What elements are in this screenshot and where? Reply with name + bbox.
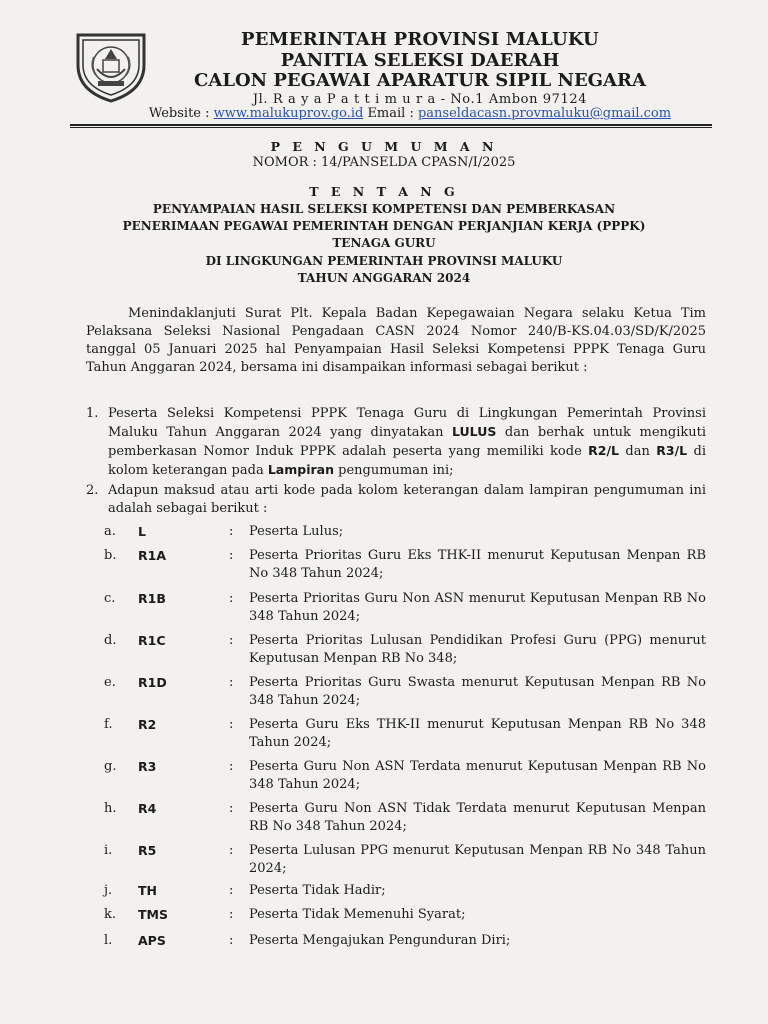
code-item-code: R1C xyxy=(138,633,166,648)
item1-code-r3l: R3/L xyxy=(656,443,688,458)
code-item-colon: : xyxy=(229,675,234,690)
code-item-colon: : xyxy=(229,591,234,606)
code-item-description: Peserta Prioritas Guru Eks THK-II menurut Keputusan Menpan RB No 348 Tahun 2024; xyxy=(249,548,706,581)
website-label: Website : xyxy=(148,106,214,121)
code-item-code: R1A xyxy=(138,548,166,563)
title-line-4: DI LINGKUNGAN PEMERINTAH PROVINSI MALUKU xyxy=(205,254,563,268)
code-item-letter: k. xyxy=(104,907,117,922)
code-item-letter: d. xyxy=(104,633,117,648)
item1-text-part1: Peserta Seleksi Kompetensi PPPK Tenaga Guru di Lingkungan Pemerintah Provinsi Maluku Tahun Anggaran 2024 yang dinyatakan xyxy=(108,406,706,440)
website-link[interactable]: www.malukuprov.go.id xyxy=(213,106,364,121)
code-item-colon: : xyxy=(229,843,234,858)
code-item-letter: e. xyxy=(104,675,116,690)
title-line-5: TAHUN ANGGARAN 2024 xyxy=(297,271,471,285)
code-item-description: Peserta Lulusan PPG menurut Keputusan Menpan RB No 348 Tahun 2024; xyxy=(249,843,706,876)
code-item-code: R1D xyxy=(138,675,167,690)
list-item-1-number: 1. xyxy=(86,406,99,421)
title-line-3: TENAGA GURU xyxy=(332,236,436,250)
code-item-letter: a. xyxy=(104,524,116,539)
code-item-letter: c. xyxy=(104,591,116,606)
header-divider xyxy=(70,124,712,126)
code-item-code: APS xyxy=(138,933,166,948)
announcement-heading: P E N G U M U M A N xyxy=(270,139,498,154)
code-item-code: R5 xyxy=(138,843,157,858)
code-item-description: Peserta Prioritas Guru Swasta menurut Keputusan Menpan RB No 348 Tahun 2024; xyxy=(249,675,706,708)
code-item-colon: : xyxy=(229,883,234,898)
list-item-1-text xyxy=(108,405,706,480)
header-line-3: CALON PEGAWAI APARATUR SIPIL NEGARA xyxy=(194,70,646,91)
code-item-description: Peserta Guru Eks THK-II menurut Keputusan Menpan RB No 348 Tahun 2024; xyxy=(249,717,706,750)
item1-lampiran: Lampiran xyxy=(267,462,334,477)
maluku-emblem-logo xyxy=(72,29,150,103)
code-item-colon: : xyxy=(229,933,234,948)
code-item-colon: : xyxy=(229,524,234,539)
item1-lulus: LULUS xyxy=(452,424,497,439)
item1-text-part4: di kolom keterangan pada xyxy=(108,444,706,478)
email-link[interactable]: panseldacasn.provmaluku@gmail.com xyxy=(417,106,672,121)
item1-text-part2: dan berhak untuk mengikuti pemberkasan Nomor Induk PPPK adalah peserta yang memiliki kode xyxy=(108,425,706,459)
header-contact xyxy=(70,106,750,121)
code-item-code: TH xyxy=(138,883,157,898)
code-item-description: Peserta Tidak Memenuhi Syarat; xyxy=(249,907,466,922)
code-item-code: R2 xyxy=(138,717,157,732)
tentang-heading: T E N T A N G xyxy=(309,184,459,199)
code-item-letter: b. xyxy=(104,548,117,563)
code-item-letter: i. xyxy=(104,843,113,858)
code-item-description: Peserta Tidak Hadir; xyxy=(249,883,386,898)
item1-text-part5: pengumuman ini; xyxy=(333,463,454,478)
list-item-2 xyxy=(86,482,706,518)
email-label: Email : xyxy=(363,106,418,121)
header-line-2: PANITIA SELEKSI DAERAH xyxy=(280,50,560,71)
code-item-description: Peserta Guru Non ASN Terdata menurut Keputusan Menpan RB No 348 Tahun 2024; xyxy=(249,759,706,792)
title-line-1: PENYAMPAIAN HASIL SELEKSI KOMPETENSI DAN PEMBERKASAN xyxy=(152,202,616,216)
code-item-description: Peserta Mengajukan Pengunduran Diri; xyxy=(249,933,511,948)
code-item-description: Peserta Guru Non ASN Tidak Terdata menurut Keputusan Menpan RB No 348 Tahun 2024; xyxy=(249,801,706,834)
announcement-number: NOMOR : 14/PANSELDA CPASN/I/2025 xyxy=(252,155,516,170)
code-item-colon: : xyxy=(229,548,234,563)
code-item-colon: : xyxy=(229,759,234,774)
header-address: Jl. R a y a P a t t i m u r a - No.1 Ambon 97124 xyxy=(252,92,588,107)
code-item-code: R3 xyxy=(138,759,157,774)
title-line-2: PENERIMAAN PEGAWAI PEMERINTAH DENGAN PERJANJIAN KERJA (PPPK) xyxy=(122,219,646,233)
header-line-1: PEMERINTAH PROVINSI MALUKU xyxy=(241,29,599,50)
item1-text-part3: dan xyxy=(619,444,657,459)
code-item-code: R1B xyxy=(138,591,166,606)
list-item-2-number: 2. xyxy=(86,483,99,498)
header-divider-thin xyxy=(70,127,712,128)
list-item-1 xyxy=(86,405,706,480)
code-item-code: TMS xyxy=(138,907,168,922)
intro-paragraph: Menindaklanjuti Surat Plt. Kepala Badan Kepegawaian Negara selaku Ketua Tim Pelaksana Seleksi Nasional Pengadaan CASN 2024 Nomor 240/B-KS.04.03/SD/K/2025 tanggal 05 Januari 2025 hal Penyampaian Hasil Seleksi Kompetensi PPPK Tenaga Guru Tahun Anggaran 2024, bersama ini disampaikan informasi sebagai berikut : xyxy=(86,306,706,375)
code-item-code: L xyxy=(138,524,146,539)
code-item-description: Peserta Prioritas Guru Non ASN menurut Keputusan Menpan RB No 348 Tahun 2024; xyxy=(249,591,706,624)
code-item-letter: j. xyxy=(104,883,113,898)
list-item-2-text: Adapun maksud atau arti kode pada kolom keterangan dalam lampiran pengumuman ini adalah sebagai berikut : xyxy=(108,483,706,516)
code-item-letter: g. xyxy=(104,759,117,774)
code-item-letter: h. xyxy=(104,801,117,816)
code-item-letter: f. xyxy=(104,717,113,732)
item1-code-r2l: R2/L xyxy=(588,443,620,458)
code-item-colon: : xyxy=(229,717,234,732)
code-item-description: Peserta Prioritas Lulusan Pendidikan Profesi Guru (PPG) menurut Keputusan Menpan RB No 348; xyxy=(249,633,706,666)
code-item-description: Peserta Lulus; xyxy=(249,524,344,539)
code-item-colon: : xyxy=(229,907,234,922)
code-item-colon: : xyxy=(229,633,234,648)
code-item-colon: : xyxy=(229,801,234,816)
code-item-letter: l. xyxy=(104,933,113,948)
code-item-code: R4 xyxy=(138,801,157,816)
